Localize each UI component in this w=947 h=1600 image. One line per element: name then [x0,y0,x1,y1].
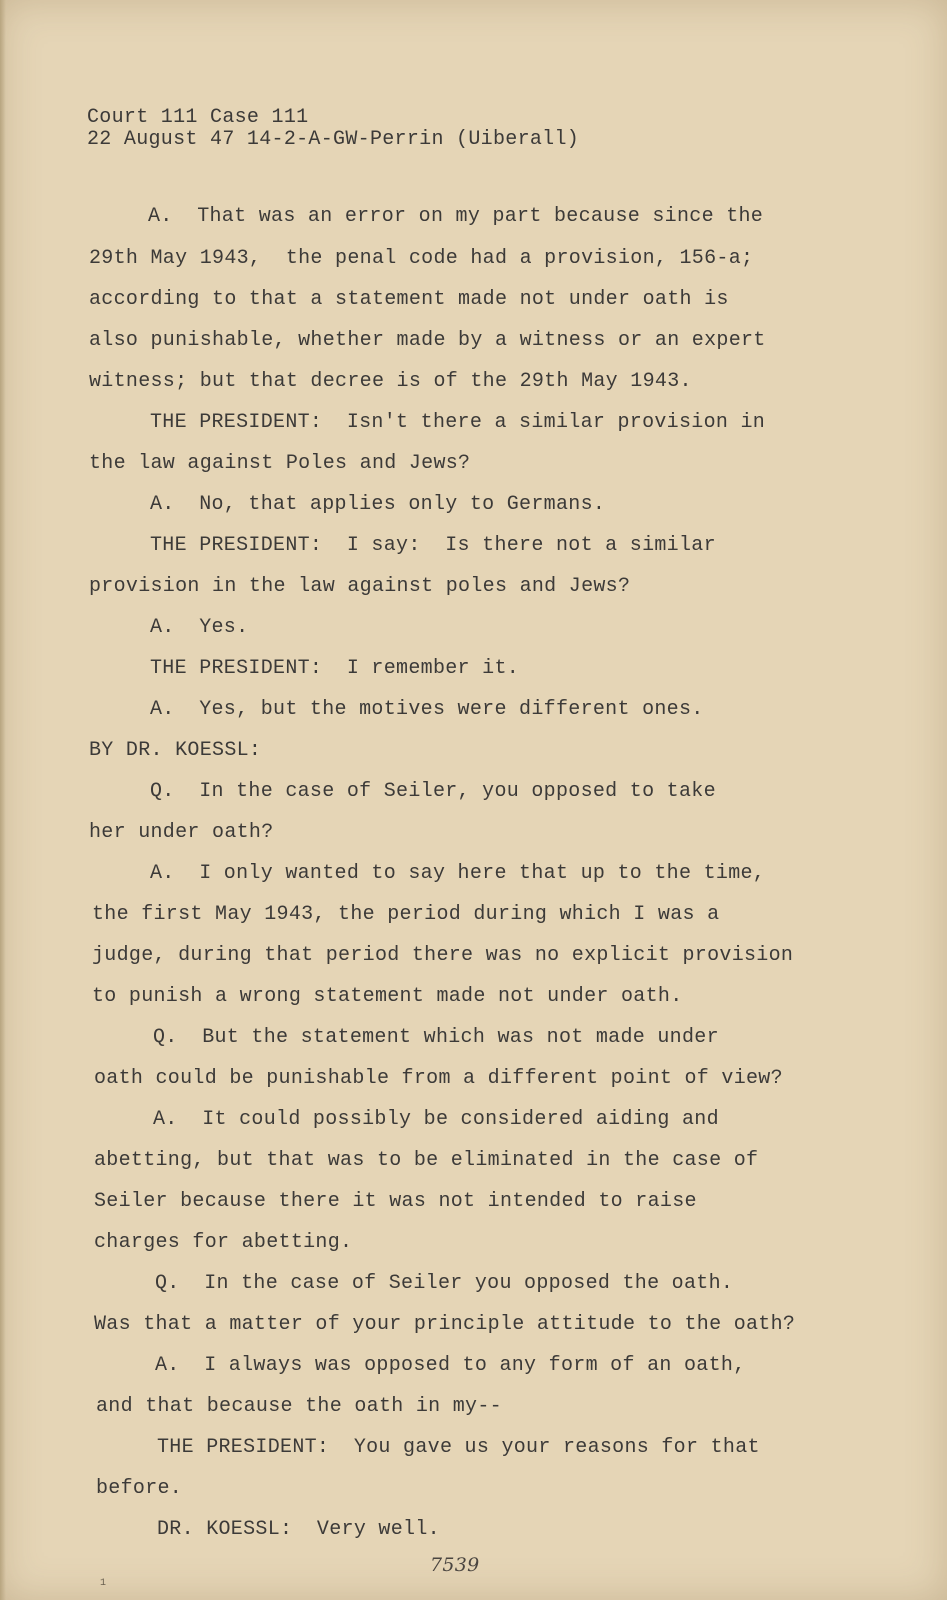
page-number: 7539 [430,1554,480,1576]
transcript-line: provision in the law against poles and Jews? [89,575,631,598]
transcript-line: Q. But the statement which was not made under [153,1026,719,1049]
transcript-line: A. Yes. [150,616,249,639]
transcript-line: also punishable, whether made by a witness or an expert [89,329,766,352]
transcript-line: charges for abetting. [94,1231,353,1254]
transcript-line: the law against Poles and Jews? [89,452,471,475]
transcript-line: judge, during that period there was no explicit provision [92,944,794,967]
transcript-line: Q. In the case of Seiler you opposed the oath. [155,1272,734,1295]
transcript-line: A. That was an error on my part because since the [148,205,764,228]
transcript-line: Q. In the case of Seiler, you opposed to take [150,780,716,803]
transcript-line: THE PRESIDENT: Isn't there a similar provision in [150,411,766,434]
transcript-line: to punish a wrong statement made not under oath. [92,985,683,1008]
transcript-line: and that because the oath in my-- [96,1395,502,1418]
transcript-line: A. It could possibly be considered aiding and [153,1108,719,1131]
transcript-line: abetting, but that was to be eliminated in the case of [94,1149,759,1172]
transcript-line: 29th May 1943, the penal code had a provision, 156-a; [89,247,754,270]
transcript-line: the first May 1943, the period during which I was a [92,903,720,926]
transcript-line: THE PRESIDENT: I remember it. [150,657,520,680]
transcript-line: according to that a statement made not under oath is [89,288,729,311]
corner-mark: 1 [100,1578,107,1589]
transcript-line: BY DR. KOESSL: [89,739,262,762]
transcript-line: A. I only wanted to say here that up to the time, [150,862,766,885]
header-date-reference: 22 August 47 14-2-A-GW-Perrin (Uiberall) [87,128,580,151]
transcript-line: Seiler because there it was not intended to raise [94,1190,697,1213]
transcript-line: her under oath? [89,821,274,844]
transcript-line: THE PRESIDENT: You gave us your reasons for that [157,1436,760,1459]
transcript-line: A. Yes, but the motives were different ones. [150,698,704,721]
transcript-line: DR. KOESSL: Very well. [157,1518,440,1541]
transcript-line: A. No, that applies only to Germans. [150,493,606,516]
transcript-line: oath could be punishable from a different point of view? [94,1067,783,1090]
header-court-case: Court 111 Case 111 [87,106,309,129]
transcript-line: Was that a matter of your principle attitude to the oath? [94,1313,796,1336]
transcript-line: A. I always was opposed to any form of an oath, [155,1354,746,1377]
transcript-line: before. [96,1477,183,1500]
transcript-line: THE PRESIDENT: I say: Is there not a similar [150,534,716,557]
transcript-line: witness; but that decree is of the 29th May 1943. [89,370,692,393]
